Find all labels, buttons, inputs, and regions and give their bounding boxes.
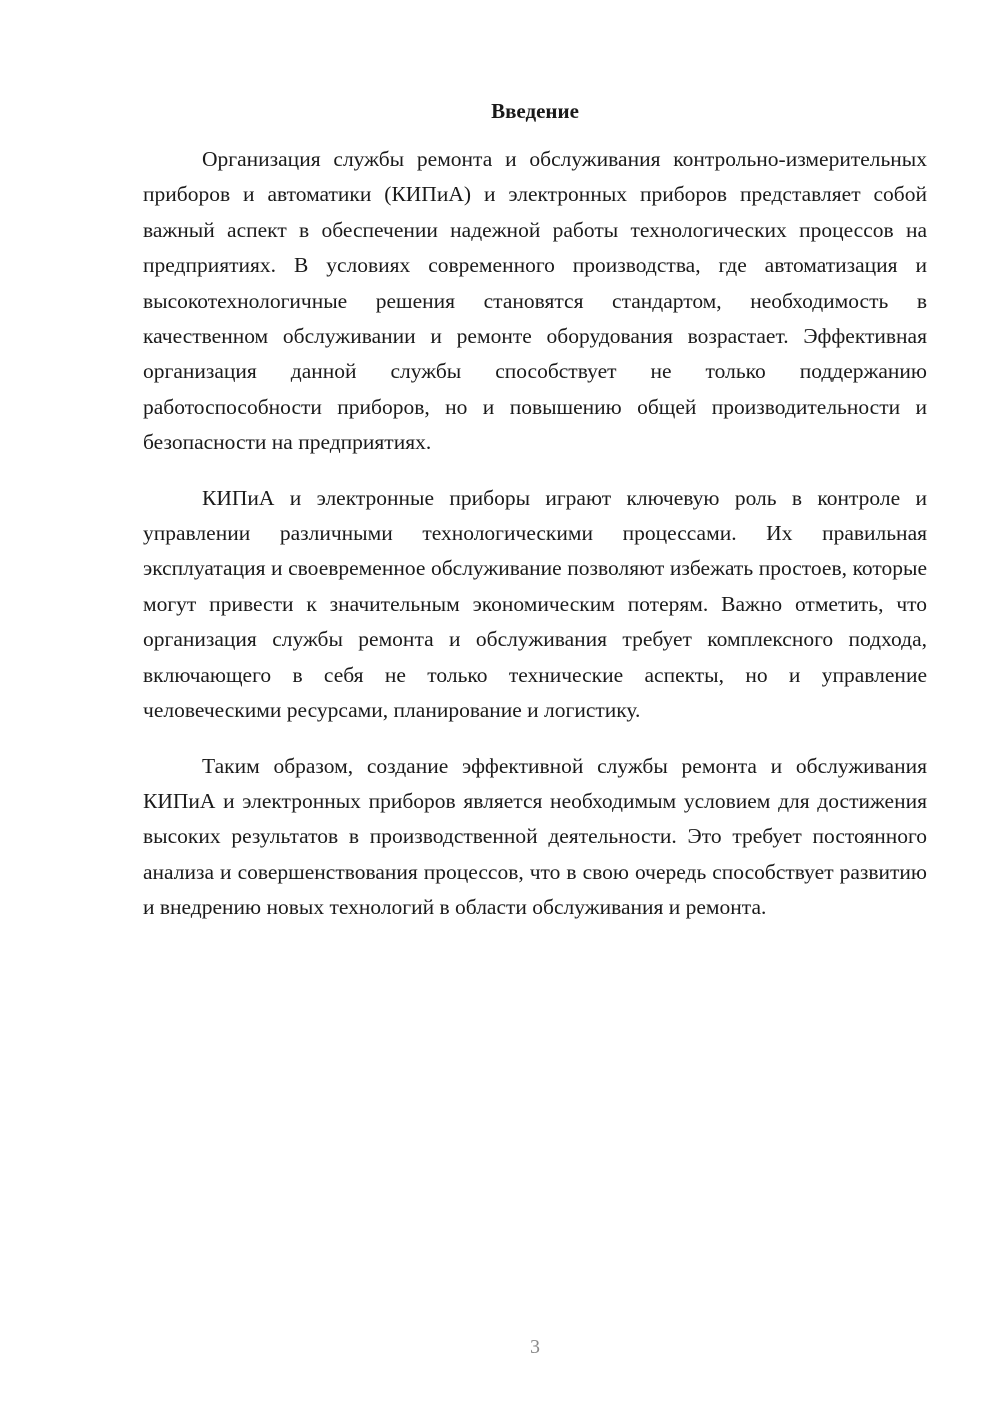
paragraph-3: Таким образом, создание эффективной службы ремонта и обслуживания КИПиА и электронных приборов является необходимым условием для достижения высоких результатов в производственной деятельности. Это требует постоянного анализа и совершенствования процессов, что в свою очередь способствует развитию и внедрению новых технологий в области обслуживания и ремонта. — [143, 753, 927, 920]
page-number: 3 — [530, 1336, 540, 1358]
section-title: Введение — [491, 99, 579, 123]
body-text — [143, 142, 927, 946]
paragraph-2: КИПиА и электронные приборы играют ключевую роль в контроле и управлении различными технологическими процессами. Их правильная эксплуатация и своевременное обслуживание позволяют избежать простоев, которые могут привести к значительным экономическим потерям. Важно отметить, что организация службы ремонта и обслуживания требует комплексного подхода, включающего в себя не только технические аспекты, но и управление человеческими ресурсами, планирование и логистику. — [143, 485, 927, 723]
paragraph-1: Организация службы ремонта и обслуживания контрольно-измерительных приборов и автоматики (КИПиА) и электронных приборов представляет собой важный аспект в обеспечении надежной работы технологических процессов на предприятиях. В условиях современного производства, где автоматизация и высокотехнологичные решения становятся стандартом, необходимость в качественном обслуживании и ремонте оборудования возрастает. Эффективная организация данной службы способствует не только поддержанию работоспособности приборов, но и повышению общей производительности и безопасности на предприятиях. — [143, 147, 927, 455]
